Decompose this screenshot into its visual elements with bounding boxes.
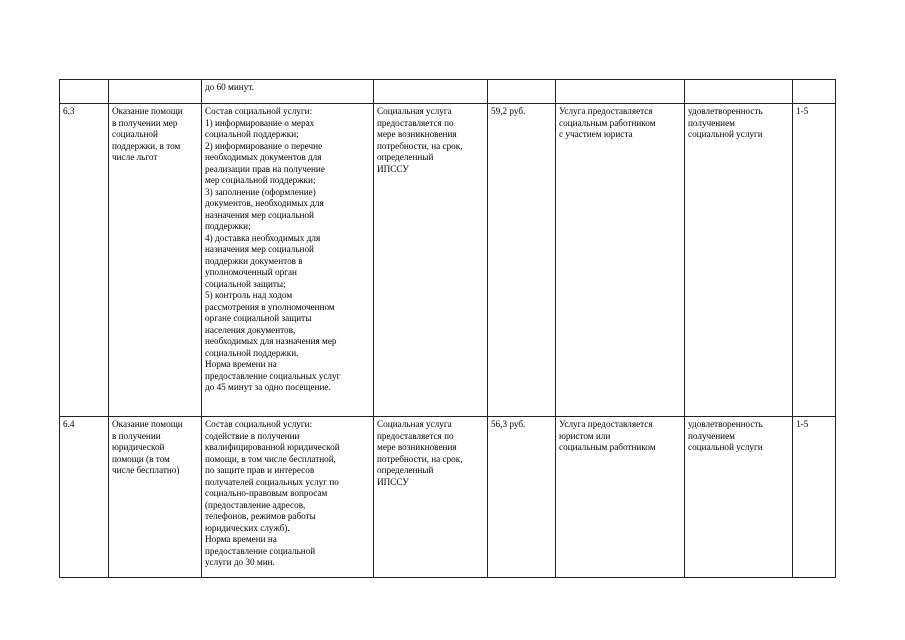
cell-conditions xyxy=(374,80,488,104)
cell-conditions: Социальная услуга предоставляется по мере возникновения потребности, на срок, определенный ИПССУ xyxy=(374,417,488,578)
table-row-6-3 xyxy=(60,104,836,417)
cell-price: 59,2 руб. xyxy=(488,104,556,417)
cell-criteria: удовлетворенность получением социальной услуги xyxy=(685,417,793,578)
cell-number: 6.3 xyxy=(60,104,109,417)
cell-service-name xyxy=(109,80,202,104)
cell-category: 1-5 xyxy=(793,104,836,417)
cell-number xyxy=(60,80,109,104)
cell-price: 56,3 руб. xyxy=(488,417,556,578)
cell-number: 6.4 xyxy=(60,417,109,578)
cell-service-name: Оказание помощи в получении мер социальной поддержки, в том числе льгот xyxy=(109,104,202,417)
cell-criteria xyxy=(685,80,793,104)
cell-criteria: удовлетворенность получением социальной услуги xyxy=(685,104,793,417)
cell-service-content: до 60 минут. xyxy=(202,80,374,104)
cell-service-name: Оказание помощи в получении юридической помощи (в том числе бесплатно) xyxy=(109,417,202,578)
cell-service-content: Состав социальной услуги: содействие в получении квалифицированной юридической помощи, в том числе бесплатной, по защите прав и интересов получателей социальных услуг по социально-правовым вопросам (предоставление адресов, телефонов, режимов работы юридических служб). Норма времени на предоставление социальной услуги до 30 мин. xyxy=(202,417,374,578)
table-row-continuation xyxy=(60,80,836,104)
cell-category: 1-5 xyxy=(793,417,836,578)
cell-provider: Услуга предоставляется юристом или социальным работником xyxy=(556,417,685,578)
cell-category xyxy=(793,80,836,104)
cell-price xyxy=(488,80,556,104)
cell-provider: Услуга предоставляется социальным работником с участием юриста xyxy=(556,104,685,417)
table-row-6-4 xyxy=(60,417,836,578)
cell-conditions: Социальная услуга предоставляется по мере возникновения потребности, на срок, определенный ИПССУ xyxy=(374,104,488,417)
cell-provider xyxy=(556,80,685,104)
cell-service-content: Состав социальной услуги: 1) информирование о мерах социальной поддержки; 2) информирование о перечне необходимых документов для реализации прав на получение мер социальной поддержки; 3) заполнение (оформление) документов, необходимых для назначения мер социальной поддержки; 4) доставка необходимых для назначения мер социальной поддержки документов в уполномоченный орган социальной защиты; 5) контроль над ходом рассмотрения в уполномоченном органе социальной защиты населения документов, необходимых для назначения мер социальной поддержки. Норма времени на предоставление социальных услуг до 45 минут за одно посещение. xyxy=(202,104,374,417)
services-table xyxy=(59,79,836,578)
